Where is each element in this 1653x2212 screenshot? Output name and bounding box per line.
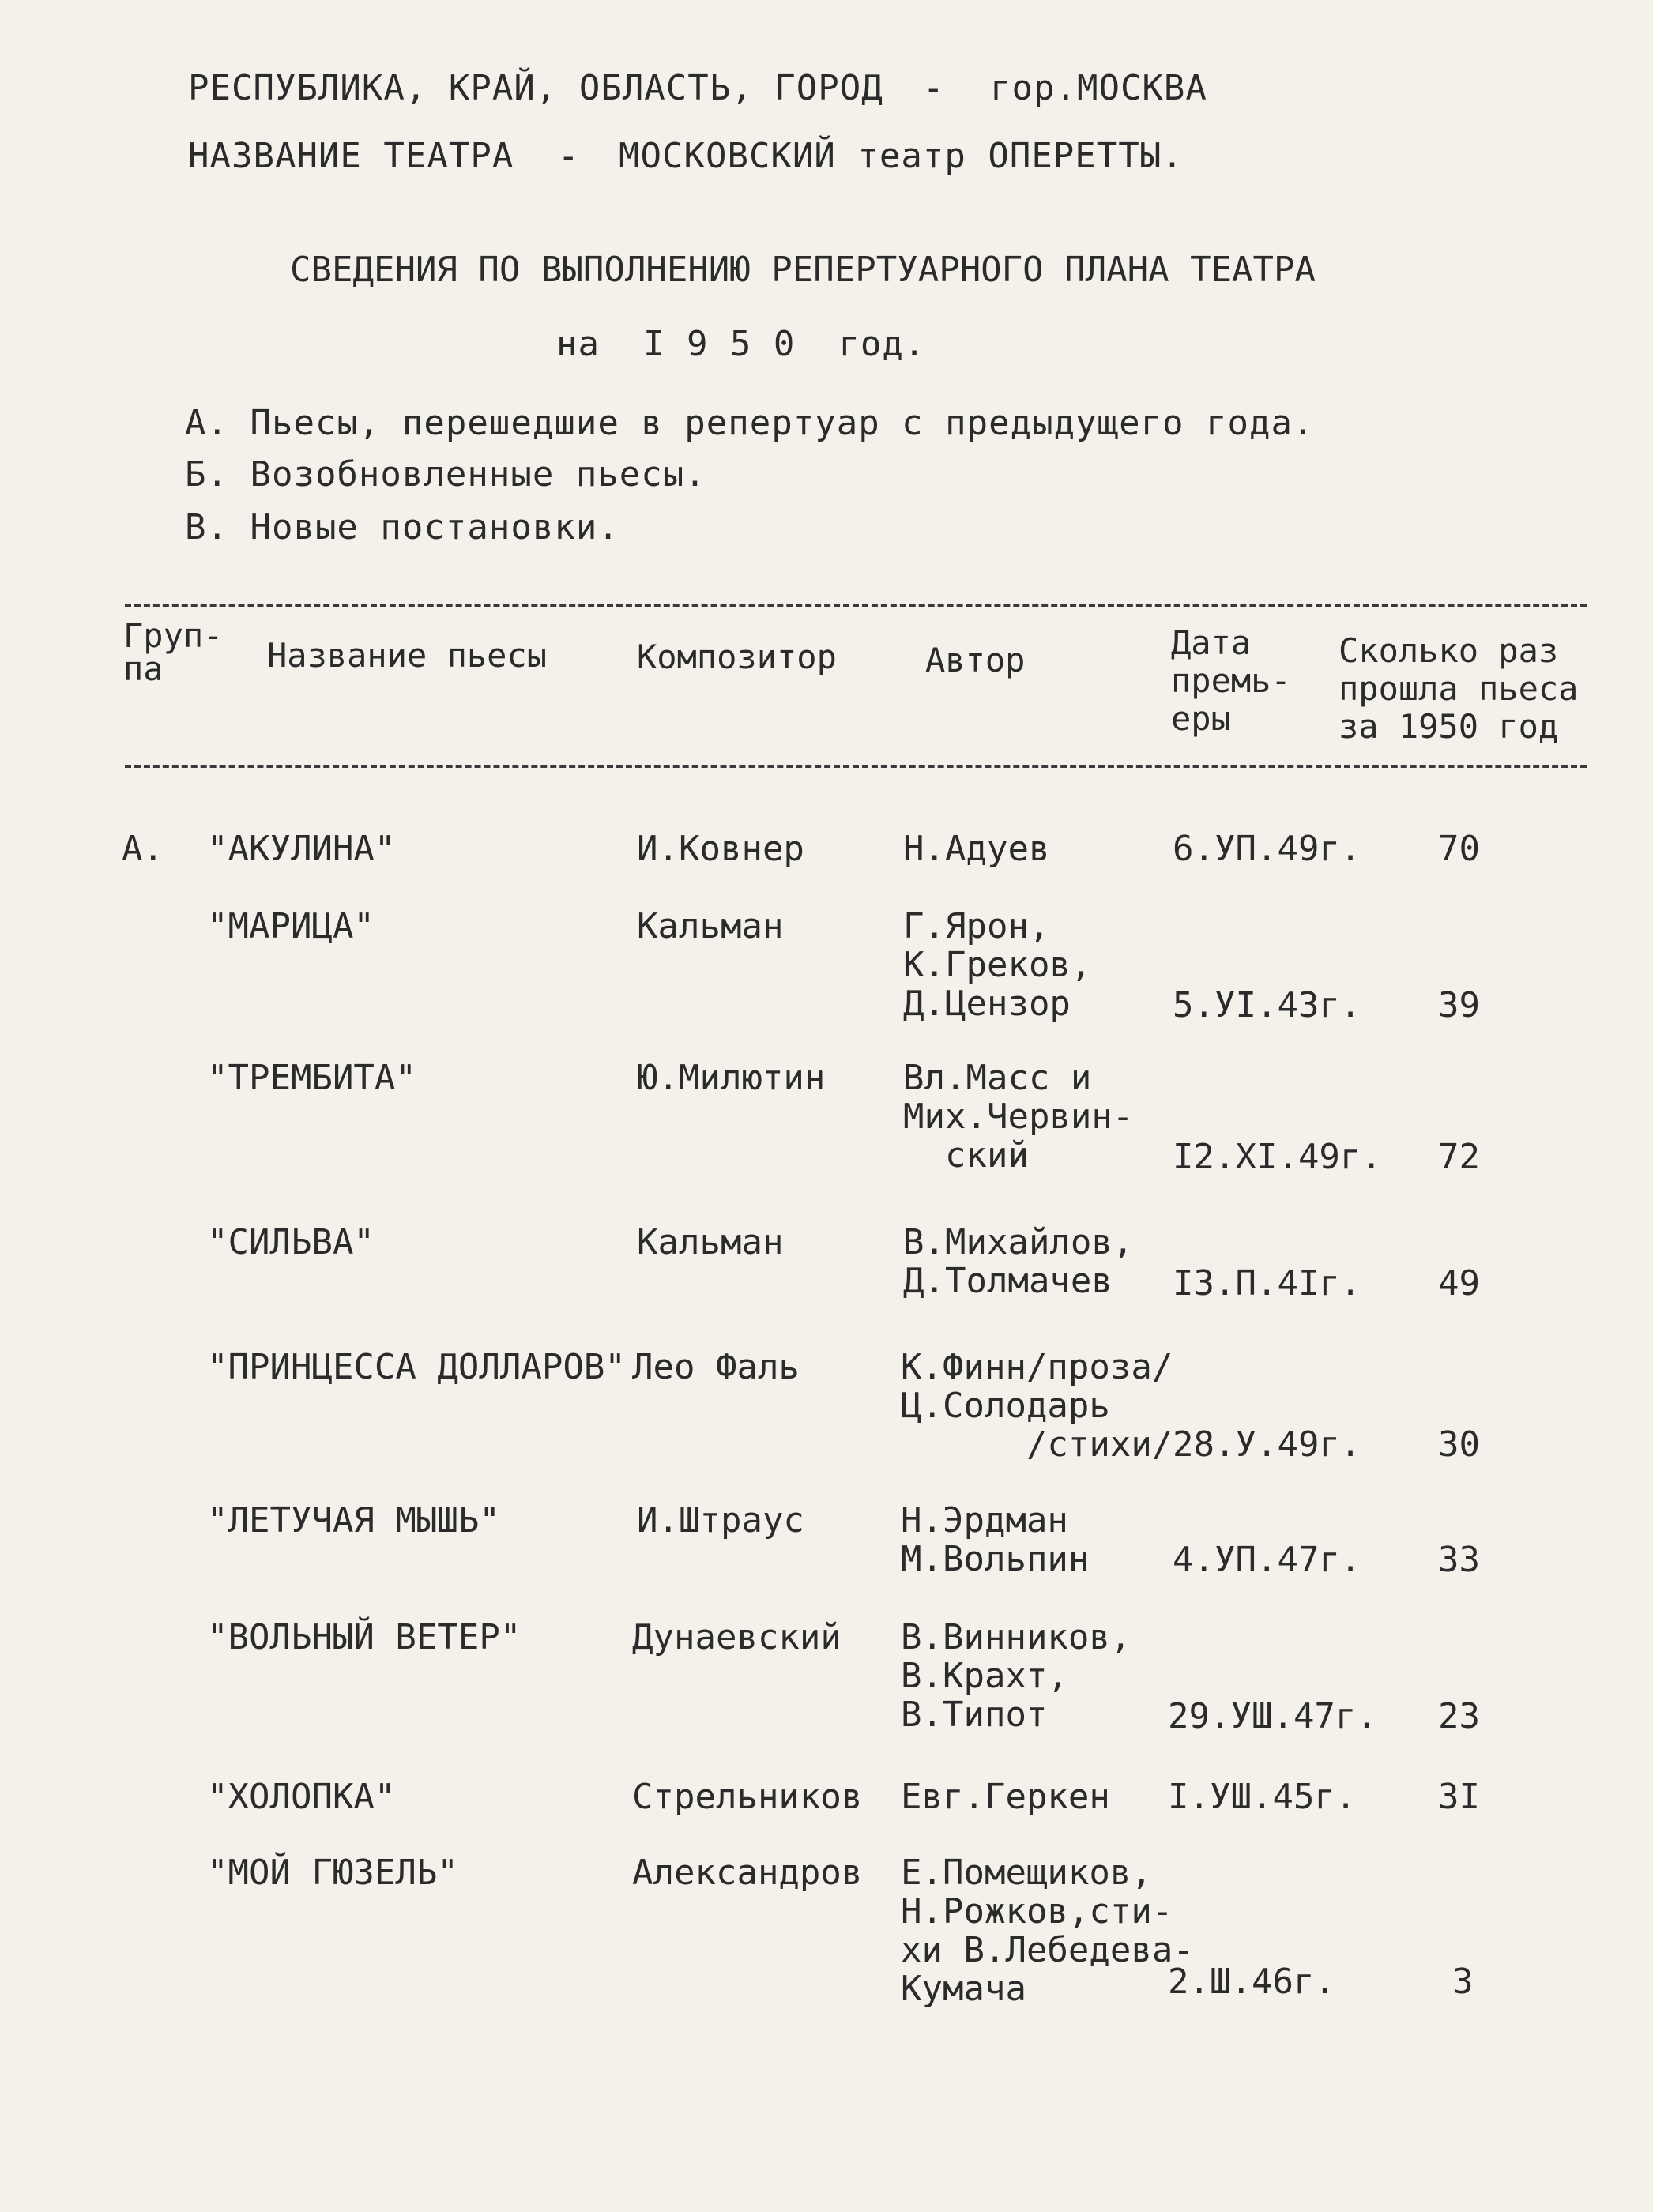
row-premiere: 28.У.49г. <box>1173 1424 1361 1465</box>
header-line1-label: РЕСПУБЛИКА, КРАЙ, ОБЛАСТЬ, ГОРОД <box>188 68 883 108</box>
header-line1-dash: - <box>923 68 945 108</box>
row-premiere: 29.УШ.47г. <box>1168 1696 1377 1736</box>
table-top-rule <box>125 604 1587 607</box>
legend-item-b: Б. Возобновленные пьесы. <box>185 454 706 495</box>
row-premiere: I.УШ.45г. <box>1168 1777 1357 1817</box>
row-count: 3I <box>1438 1777 1480 1817</box>
row-author: К.Финн/проза/ Ц.Солодарь /стихи/ <box>901 1347 1173 1465</box>
row-composer: Александров <box>632 1853 863 1893</box>
row-group: А. <box>122 829 164 869</box>
row-composer: Ю.Милютин <box>637 1058 826 1098</box>
table-header-rule <box>125 765 1587 768</box>
document-subtitle: на I 9 5 0 год. <box>556 324 926 364</box>
header-line2-label: НАЗВАНИЕ ТЕАТРА <box>188 136 514 176</box>
row-title: "МАРИЦА" <box>207 906 375 946</box>
row-author: В.Михайлов, Д.Толмачев <box>903 1222 1134 1301</box>
row-title: "ПРИНЦЕССА ДОЛЛАРОВ" <box>207 1347 626 1387</box>
row-premiere: 6.УП.49г. <box>1173 829 1361 869</box>
row-count: 39 <box>1438 985 1480 1025</box>
row-count: 70 <box>1438 829 1480 869</box>
row-count: 33 <box>1438 1540 1480 1580</box>
row-author: Н.Адуев <box>903 829 1050 869</box>
row-author: Н.Эрдман М.Вольпин <box>901 1500 1090 1579</box>
column-header-group: Груп- па <box>123 616 224 688</box>
row-title: "ВОЛЬНЫЙ ВЕТЕР" <box>207 1617 522 1657</box>
row-premiere: 4.УП.47г. <box>1173 1540 1361 1580</box>
row-composer: И.Штраус <box>637 1500 804 1540</box>
row-count: 23 <box>1438 1696 1480 1736</box>
row-composer: Кальман <box>637 906 784 946</box>
row-title: "АКУЛИНА" <box>207 829 396 869</box>
column-header-author: Автор <box>925 641 1026 679</box>
document-title: СВЕДЕНИЯ ПО ВЫПОЛНЕНИЮ РЕПЕРТУАРНОГО ПЛАНА ТЕАТРА <box>290 250 1316 290</box>
row-author: В.Винников, В.Крахт, В.Типот <box>901 1617 1131 1735</box>
row-author: Евг.Геркен <box>901 1777 1110 1817</box>
row-count: 30 <box>1438 1424 1480 1465</box>
row-count: 72 <box>1438 1137 1480 1177</box>
row-premiere: I2.XI.49г. <box>1173 1137 1382 1177</box>
legend-item-a: А. Пьесы, перешедшие в репертуар с предыдущего года. <box>185 403 1315 443</box>
header-line1-value: гор.МОСКВА <box>990 68 1207 108</box>
row-author: Вл.Масс и Мих.Червин- ский <box>903 1058 1134 1176</box>
row-title: "МОЙ ГЮЗЕЛЬ" <box>207 1853 458 1893</box>
row-composer: Стрельников <box>632 1777 863 1817</box>
row-count: 3 <box>1452 1962 1474 2002</box>
row-composer: Дунаевский <box>632 1617 842 1657</box>
column-header-title: Название пьесы <box>267 636 548 675</box>
header-line2-value: МОСКОВСКИЙ театр ОПЕРЕТТЫ. <box>619 136 1184 176</box>
row-premiere: 5.УI.43г. <box>1173 985 1361 1025</box>
column-header-count: Сколько раз прошла пьеса за 1950 год <box>1339 631 1579 746</box>
row-premiere: I3.П.4Iг. <box>1173 1263 1361 1304</box>
row-premiere: 2.Ш.46г. <box>1168 1962 1335 2002</box>
row-title: "СИЛЬВА" <box>207 1222 375 1262</box>
row-composer: Лео Фаль <box>632 1347 800 1387</box>
row-composer: И.Ковнер <box>637 829 804 869</box>
row-author: Г.Ярон, К.Греков, Д.Цензор <box>903 906 1092 1024</box>
row-count: 49 <box>1438 1263 1480 1304</box>
row-composer: Кальман <box>637 1222 784 1262</box>
row-author: Е.Помещиков, Н.Рожков,сти- хи В.Лебедева- Кумача <box>901 1853 1194 2009</box>
legend-item-v: В. Новые постановки. <box>185 507 619 547</box>
column-header-premiere: Дата премь- еры <box>1171 623 1291 738</box>
row-title: "ТРЕМБИТА" <box>207 1058 416 1098</box>
column-header-composer: Композитор <box>637 638 837 676</box>
row-title: "ХОЛОПКА" <box>207 1777 396 1817</box>
row-title: "ЛЕТУЧАЯ МЫШЬ" <box>207 1500 500 1540</box>
header-line2-dash: - <box>558 136 580 176</box>
